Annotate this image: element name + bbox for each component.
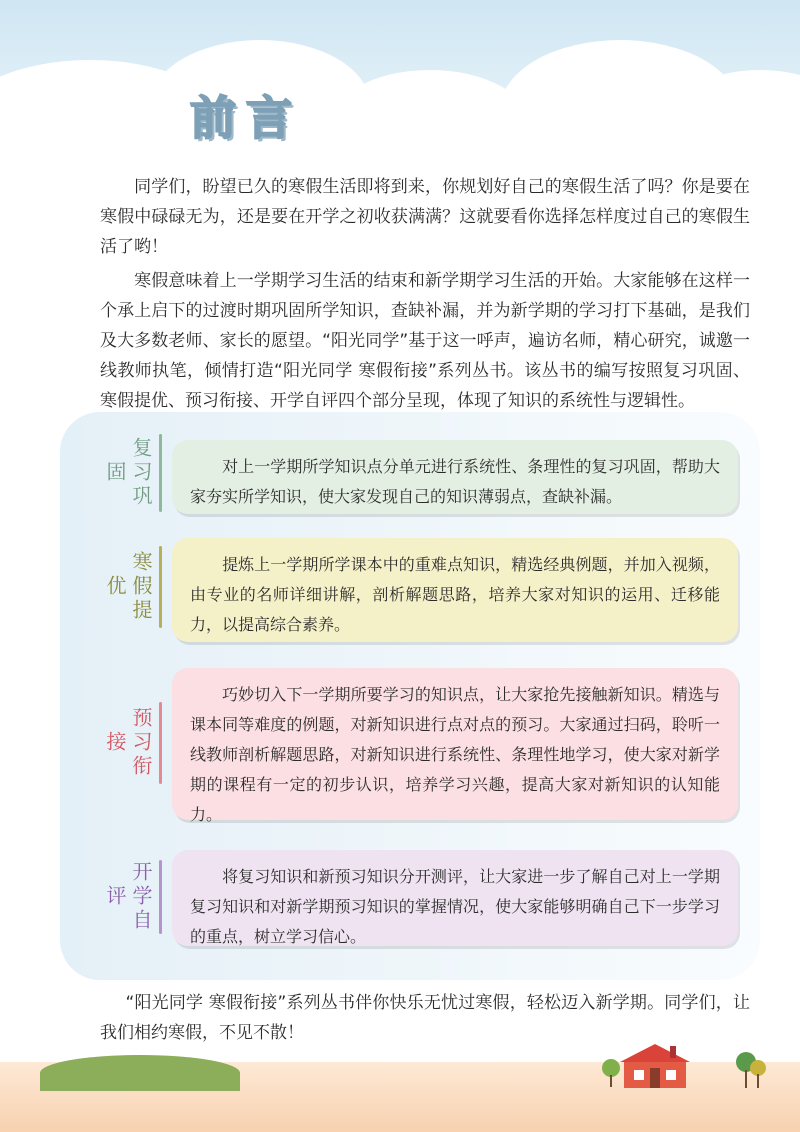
hill-illustration xyxy=(40,1055,240,1091)
section-label-review: 复习巩固 xyxy=(118,432,154,514)
page-title: 前言 xyxy=(190,91,302,145)
intro-text-1: 同学们，盼望已久的寒假生活即将到来，你规划好自己的寒假生活了吗？你是要在寒假中碌碌无为，还是要在开学之初收获满满？这就要看你选择怎样度过自己的寒假生活了哟！ xyxy=(100,177,750,257)
closing-paragraph xyxy=(100,988,750,1048)
section-label-improve: 寒假提优 xyxy=(118,544,154,630)
section-box-preview xyxy=(172,668,738,824)
closing-text: “阳光同学 寒假衔接”系列丛书伴你快乐无忧过寒假，轻松迈入新学期。同学们，让我们相约寒假，不见不散！ xyxy=(100,993,750,1043)
intro-text-2: 寒假意味着上一学期学习生活的结束和新学期学习生活的开始。大家能够在这样一个承上启下的过渡时期巩固所学知识，查缺补漏，并为新学期的学习打下基础，是我们及大多数老师、家长的愿望。“阳光同学”基于这一呼声，遍访名师，精心研究，诚邀一线教师执笔，倾情打造“阳光同学 寒假衔接”系列丛书。该丛书的编写按照复习巩固、寒假提优、预习衔接、开学自评四个部分呈现，体现了知识的系统性与逻辑性。 xyxy=(100,271,750,411)
section-box-self-assess xyxy=(172,850,738,946)
tree-illustration xyxy=(734,1050,768,1090)
intro-paragraph-2 xyxy=(100,266,750,416)
section-text-improve: 提炼上一学期所学课本中的重难点知识，精选经典例题，并加入视频，由专业的名师详细讲解，剖析解题思路，培养大家对知识的运用、迁移能力，以提高综合素养。 xyxy=(190,555,720,634)
section-label-preview: 预习衔接 xyxy=(118,700,154,786)
house-illustration xyxy=(610,1042,700,1090)
section-box-review xyxy=(172,440,738,514)
intro-paragraph-1 xyxy=(100,172,750,262)
section-text-preview: 巧妙切入下一学期所要学习的知识点，让大家抢先接触新知识。精选与课本同等难度的例题，对新知识进行点对点的预习。大家通过扫码，聆听一线教师剖析解题思路，对新知识进行系统性、条理性地学习，使大家对新学期的课程有一定的初步认识，培养学习兴趣，提高大家对新知识的认知能力。 xyxy=(190,685,720,824)
section-text-self-assess: 将复习知识和新预习知识分开测评，让大家进一步了解自己对上一学期复习知识和对新学期预习知识的掌握情况，使大家能够明确自己下一步学习的重点，树立学习信心。 xyxy=(190,867,720,946)
tree-illustration xyxy=(600,1058,622,1088)
section-label-self-assess: 开学自评 xyxy=(118,858,154,936)
section-box-improve xyxy=(172,538,738,642)
section-text-review: 对上一学期所学知识点分单元进行系统性、条理性的复习巩固，帮助大家夯实所学知识，使大家发现自己的知识薄弱点，查缺补漏。 xyxy=(190,457,720,506)
